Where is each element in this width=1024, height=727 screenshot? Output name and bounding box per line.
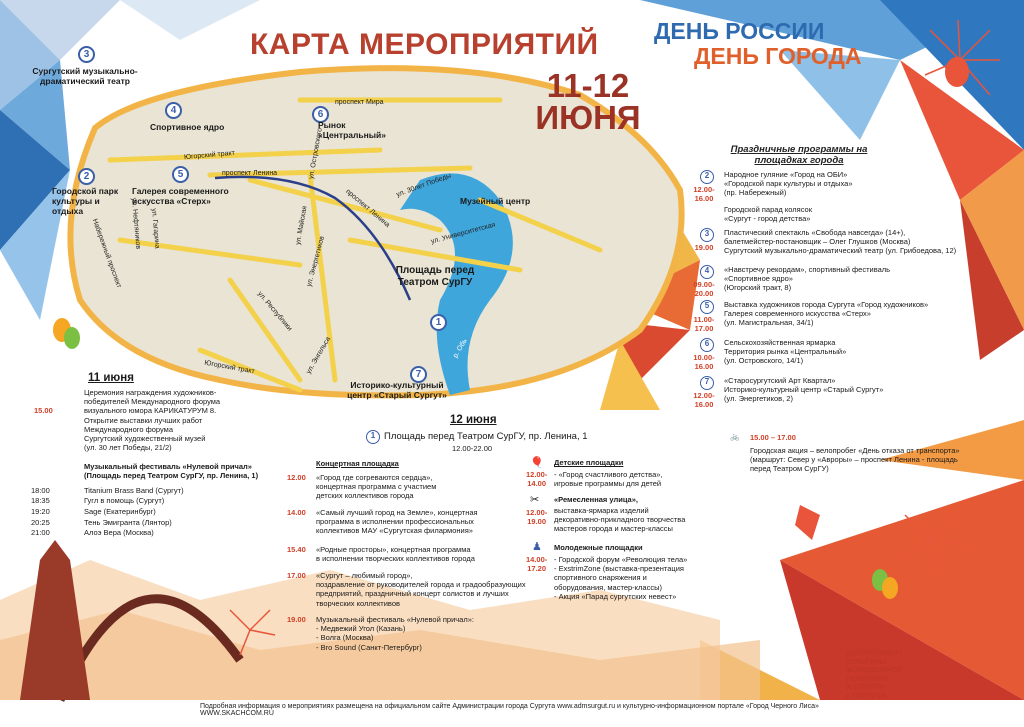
street-respubliki: ул. Республики (256, 290, 294, 333)
concert-time: 19.00 (287, 615, 306, 624)
program-text: Городской парад колясок «Сургут - город детства» (724, 205, 812, 224)
dates-days: 11-12 (546, 67, 630, 104)
programs-title: Праздничные программы на площадках города (730, 144, 868, 166)
street-yugorskiy-2: Югорский тракт (203, 359, 256, 376)
map-marker-2[interactable]: 2 (78, 168, 95, 185)
street-ostrovskogo: ул. Островского (307, 127, 324, 180)
schedule-artist: Гугл в помощь (Сургут) (84, 496, 165, 505)
program-time: 11.00- 17.00 (693, 315, 715, 333)
map-label-park: Городской парк культуры и отдыха (52, 186, 119, 216)
street-naberezhny: Набережный проспект (90, 217, 123, 290)
program-text: «Старосургутский Арт Квартал» Историко-культурный центр «Старый Сургут» (ул. Энергетиков, 2) (724, 376, 884, 404)
schedule-artist: Тень Эмигранта (Лянтор) (84, 518, 172, 527)
day-11-festival: Музыкальный фестиваль «Нулевой причал» (Площадь перед Театром СурГУ, пр. Ленина, 1) (84, 462, 259, 481)
concert-time: 15.40 (287, 545, 306, 554)
concert-text: «Самый лучший город на Земле», концертная программа в исполнении профессиональных коллективов МАУ «Сургутская филармония» (316, 508, 478, 536)
map-marker-6[interactable]: 6 (312, 106, 329, 123)
street-gagarina: ул. Гагарина (149, 208, 161, 249)
bike-time: 15.00 – 17.00 (750, 433, 796, 442)
concert-text: «Город где согреваются сердца», концертная программа с участием детских коллективов города (316, 473, 437, 501)
map-label-museum: Музейный центр (460, 196, 531, 206)
concert-text: «Сургут – любимый город», поздравление от руководителей города и градообразующих предприятий, праздничный концерт солистов и лучших творческих коллективов (316, 571, 526, 608)
program-text: «Навстречу рекордам», спортивный фестиваль «Спортивное ядро» (Югорский тракт, 8) (724, 265, 891, 293)
day-11-time: 15.00 (34, 406, 53, 415)
map-label-square: Площадь перед Театром СурГУ (395, 265, 475, 288)
concert-title: Концертная площадка (316, 459, 399, 468)
program-num-6: 6 (700, 338, 714, 352)
program-num-7: 7 (700, 376, 714, 390)
program-num-4: 4 (700, 265, 714, 279)
program-text: Выставка художников города Сургута «Город художников» Галерея современного искусства «Стерх» (ул. Магистральная, 34/1) (724, 300, 929, 328)
map-label-old-surgut: Историко-культурный центр «Старый Сургут» (347, 380, 447, 400)
day-12-place-marker: 1 (366, 430, 380, 444)
street-yugorskiy: Югорский тракт (183, 149, 236, 162)
day-12-heading: 12 июня (450, 414, 497, 426)
street-mayskaya: ул. Майская (294, 205, 309, 246)
program-time: 19.00 (694, 243, 714, 252)
day-11-exhibit: Церемония награждения художников- победителей Международного форума визуального юмора КАРИКАТУРУМ 8. Открытие выставки лучших работ Международного форума Сургутский художественный музей (ул. 30 лет Победы, 21/2) (84, 388, 221, 453)
schedule-artist: Titanium Brass Band (Сургут) (84, 486, 184, 495)
concert-time: 14.00 (287, 508, 306, 517)
program-text: Пластический спектакль «Свобода навсегда» (14+), балетмейстер-постановщик – Олег Глушков (Москва) Сургутский музыкально-драматический театр (ул. Грибоедова, 12) (724, 228, 957, 256)
department-logo-text: ДЕПАРТАМЕНТ КУЛЬТУРЫ МОЛОДЕЖНОЙ ПОЛИТИКИ И СПОРТА г. СУРГУТА (846, 648, 903, 700)
map-marker-1[interactable]: 1 (430, 314, 447, 331)
playground-icon: 🎈 (530, 457, 544, 469)
schedule-time: 18:35 (31, 496, 50, 505)
craft-icon: ✂ (530, 494, 540, 506)
kids-time: 12.00- 14.00 (526, 470, 548, 489)
map-marker-3[interactable]: 3 (78, 46, 95, 63)
street-lenina: проспект Ленина (222, 170, 278, 177)
map-marker-7[interactable]: 7 (410, 366, 427, 383)
street-neftyanikov: ул. Нефтяников (129, 197, 142, 250)
dates-month: ИЮНЯ (535, 99, 641, 136)
map-label-sport: Спортивное ядро (150, 122, 225, 132)
street-mira: проспект Мира (335, 99, 384, 106)
program-num-3: 3 (700, 228, 714, 242)
kids-text: - «Город счастливого детства», игровые программы для детей (554, 470, 663, 489)
day-12-time: 12.00-22.00 (452, 444, 493, 453)
day-11-heading: 11 июня (88, 372, 134, 384)
schedule-time: 19:20 (31, 507, 50, 516)
subtitle-russia-day: ДЕНЬ РОССИИ (654, 18, 825, 44)
youth-icon: ♟ (532, 541, 542, 553)
day-12-place: Площадь перед Театром СурГУ, пр. Ленина, 1 (384, 431, 588, 442)
street-engelsa: ул. Энгельса (305, 335, 333, 376)
craft-time: 12.00- 19.00 (526, 508, 548, 527)
youth-text: - Городской форум «Революция тела» - ExstrimZone (выставка-презентация спортивного снаряжения и оборудования, мастер-классы) - Акция «Парад сургутских невест» (554, 555, 688, 601)
concert-text: «Родные просторы», концертная программа в исполнении творческих коллективов города (316, 545, 475, 564)
street-energetikov: ул. Энергетиков (305, 235, 327, 288)
street-lenina-2: проспект Ленина (344, 188, 391, 229)
youth-title: Молодежные площадки (554, 543, 643, 552)
concert-time: 17.00 (287, 571, 306, 580)
youth-time: 14.00- 17.20 (526, 555, 548, 574)
kids-title: Детские площадки (554, 458, 624, 467)
schedule-time: 20:25 (31, 518, 50, 527)
craft-text: выставка-ярмарка изделий декоративно-прикладного творчества мастеров города и мастер-классы (554, 506, 686, 534)
program-num-2: 2 (700, 170, 714, 184)
schedule-artist: Алоэ Вера (Москва) (84, 528, 154, 537)
concert-text: Музыкальный фестиваль «Нулевой причал»: - Медвежий Угол (Казань) - Волга (Москва) - Bro Sound (Санкт-Петербург) (316, 615, 474, 652)
map-label-theatre: Сургутский музыкально-драматический театр (32, 66, 138, 86)
map-marker-4[interactable]: 4 (165, 102, 182, 119)
street-universitetskaya: ул. Университетская (430, 221, 497, 246)
program-text: Сельскохозяйственная ярмарка Территория рынка «Центральный» (ул. Островского, 14/1) (724, 338, 847, 366)
schedule-artist: Sage (Екатеринбург) (84, 507, 156, 516)
program-time: 12.00- 16.00 (693, 391, 715, 409)
bike-text: Городская акция – велопробег «День отказа от транспорта» (маршрут: Север у «Авроры» – проспект Ленина - площадь перед Театром СурГУ) (750, 446, 960, 474)
street-pobedy: ул. 30лет Победы (395, 172, 453, 199)
program-time: 12.00- 16.00 (693, 185, 715, 203)
subtitle-city-day: ДЕНЬ ГОРОДА (694, 43, 862, 69)
program-num-5: 5 (700, 300, 714, 314)
river-ob: р. Обь (452, 337, 469, 360)
program-time: 10.00- 16.00 (693, 353, 715, 371)
schedule-time: 21:00 (31, 528, 50, 537)
schedule-time: 18:00 (31, 486, 50, 495)
program-text: Народное гуляние «Город на ОБИ» «Городской парк культуры и отдыха» (пр. Набережный) (724, 170, 853, 198)
program-time: 09.00- 20.00 (693, 280, 715, 298)
map-label-gallery: Галерея современного искусства «Стерх» (132, 186, 229, 206)
footer-info: Подробная информация о мероприятиях размещена на официальном сайте Администрации города Сургута www.admsurgut.ru и культурно-информационном портале «Город Черного Лиса» WWW.SKACHCOM.RU (200, 703, 819, 717)
event-dates (530, 67, 646, 136)
page-title: КАРТА МЕРОПРИЯТИЙ (250, 28, 599, 61)
map-label-market: Рынок «Центральный» (318, 120, 386, 140)
map-marker-5[interactable]: 5 (172, 166, 189, 183)
bicycle-icon: 🚲 (730, 432, 740, 441)
concert-time: 12.00 (287, 473, 306, 482)
craft-title: «Ремесленная улица», (554, 495, 638, 504)
